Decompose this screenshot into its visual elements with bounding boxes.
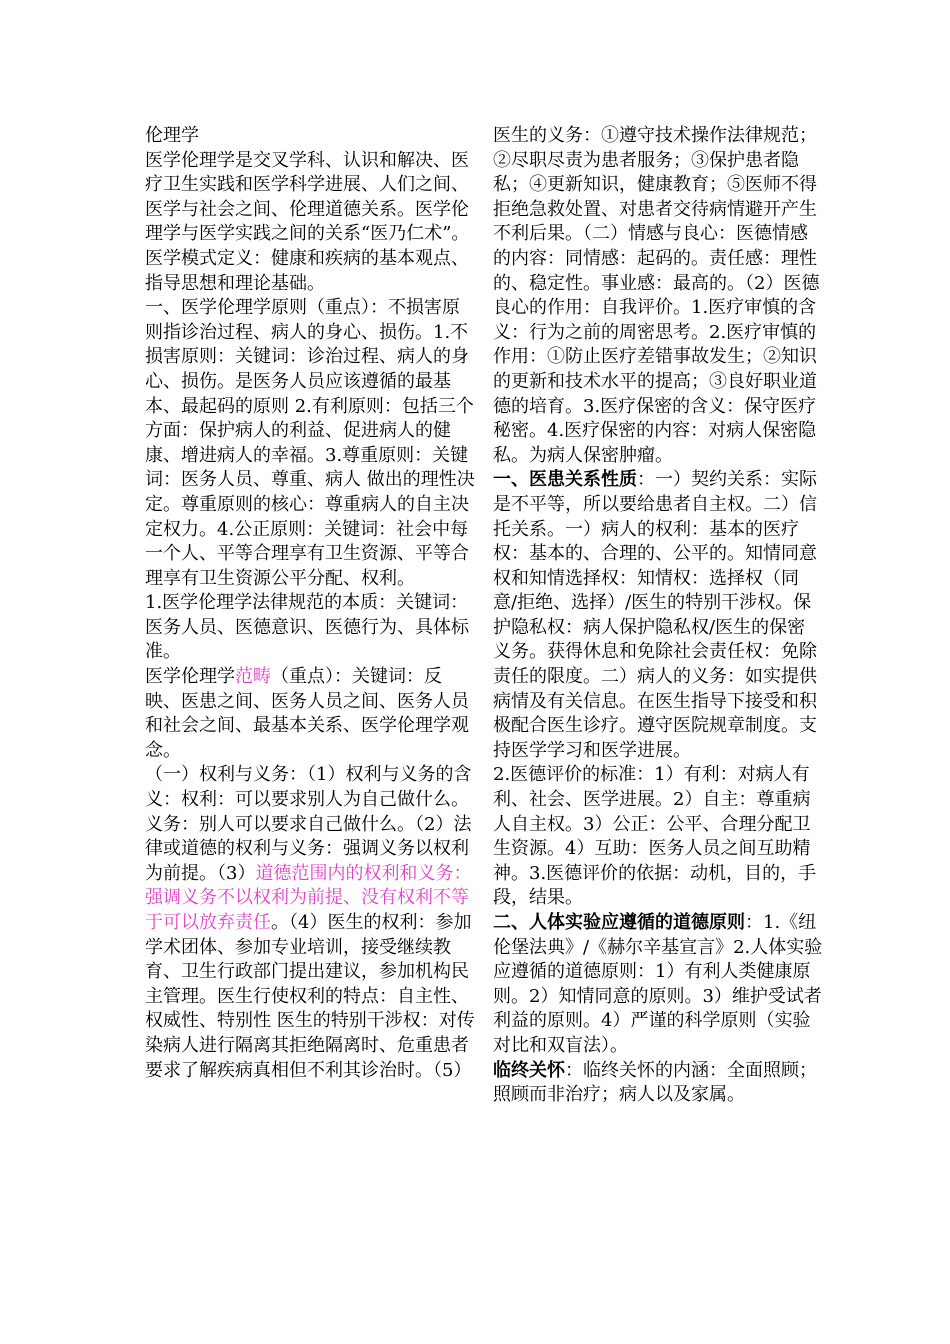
rights-text-a: （一）权利与义务：（1）权利与义务的含义：权利：可以要求别人为自己做什么。义务：别人可以要求自己做什么。（2）法律或道德的权利与义务：强调义务以权利为前提。（3） [145, 764, 472, 884]
right-column [493, 124, 823, 1108]
relation-paragraph [493, 468, 823, 763]
law-paragraph: 1.医学伦理学法律规范的本质：关键词：医务人员、医德意识、医德行为、具体标准。 [145, 592, 469, 663]
intro-paragraph: 医学伦理学是交叉学科、认识和解决、医疗卫生实践和医学科学进展、人们之间、医学与社会之间、伦理道德关系。医学伦理学与医学实践之间的关系“医乃仁术”。医学模式定义：健康和疾病的基本观点、指导思想和理论基础。 [145, 149, 470, 294]
evaluation-paragraph: 2.医德评价的标准：1）有利：对病人有利、社会、医学进展。2）自主：尊重病人自主权。3）公正：公平、合理分配卫生资源。4）互助：医务人员之间互助精神。3.医德评价的依据：动机，目的，手段，结果。 [493, 764, 817, 909]
category-text-b: （重点）：关键词：反映、医患之间、医务人员之间、医务人员和社会之间、最基本关系、医学伦理学观念。 [145, 666, 469, 761]
principles-paragraph: 一、医学伦理学原则（重点）：不损害原则指诊治过程、病人的身心、损伤。1.不损害原则：关键词：诊治过程、病人的身心、损伤。是医务人员应该遵循的最基本、最起码的原则 2.有利原则：包括三个方面：保护病人的利益、促进病人的健康、增进病人的幸福。3.尊重原则：关键词：医务人员、尊重、病人 做出的理性决定。尊重原则的核心：尊重病人的自主决定权力。4.公正原则：关键词：社会中每一个人、平等合理享有卫生资源、平等合理享有卫生资源公平分配、权利。 [145, 297, 475, 589]
relation-heading: 一、医患关系性质 [493, 469, 637, 491]
rights-highlight: 道德范围内的权利和义务：强调义务不以权利为前提、没有权利不等于可以放弃责任 [145, 862, 472, 933]
hospice-body: ：临终关怀的内涵：全面照顾；照顾而非治疗；病人以及家属。 [493, 1059, 817, 1106]
hospice-heading: 临终关怀 [493, 1059, 565, 1081]
category-text-a: 医学伦理学 [145, 666, 235, 688]
experiment-paragraph [493, 911, 823, 1059]
relation-body: ：一）契约关系：实际是不平等，所以要给患者自主权。二）信托关系。一）病人的权利：基本的医疗权：基本的、合理的、公平的。知情同意权和知情选择权：知情权：选择权（同意/拒绝、选择）/医生的特别干涉权。保护隐私权：病人保护隐私权/医生的保密义务。获得休息和免除社会责任权：免除责任的限度。二）病人的义务：如实提供病情及有关信息。在医生指导下接受和积极配合医生诊疗。遵守医院规章制度。支持医学学习和医学进展。 [493, 469, 817, 761]
rights-paragraph [145, 763, 475, 1083]
experiment-heading: 二、人体实验应遵循的道德原则 [493, 912, 745, 933]
category-paragraph [145, 665, 475, 763]
category-highlight: 范畴 [235, 666, 271, 688]
rights-text-b: 。（4）医生的权利：参加学术团体、参加专业培训，接受继续教育、卫生行政部门提出建议，参加机构民主管理。医生行使权利的特点：自主性、权威性、特别性 医生的特别干涉权：对传染病人进行隔离其拒绝隔离时、危重患者要求了解疾病真相但不利其诊治时。（5） [145, 912, 475, 1081]
duties-paragraph: 医生的义务：①遵守技术操作法律规范；②尽职尽责为患者服务；③保护患者隐私；④更新知识，健康教育；⑤医师不得拒绝急救处置、对患者交待病情避开产生不利后果。（二）情感与良心：医德情感的内容：同情感：起码的。责任感：理性的、稳定性。事业感：最高的。（2）医德良心的作用：自我评价。1.医疗审慎的含义：行为之前的周密思考。2.医疗审慎的作用：①防止医疗差错事故发生；②知识的更新和技术水平的提高；③良好职业道德的培育。3.医疗保密的含义：保守医疗秘密。4.医疗保密的内容：对病人保密隐私。为病人保密肿瘤。 [493, 125, 820, 466]
left-column [145, 124, 475, 1083]
page-title: 伦理学 [145, 125, 199, 146]
experiment-body: ：1.《纽伦堡法典》/《赫尔辛基宣言》2.人体实验应遵循的道德原则：1）有利人类健康原则。2）知情同意的原则。3）维护受试者利益的原则。4）严谨的科学原则（实验对比和双盲法）。 [493, 912, 823, 1056]
hospice-paragraph [493, 1059, 823, 1108]
